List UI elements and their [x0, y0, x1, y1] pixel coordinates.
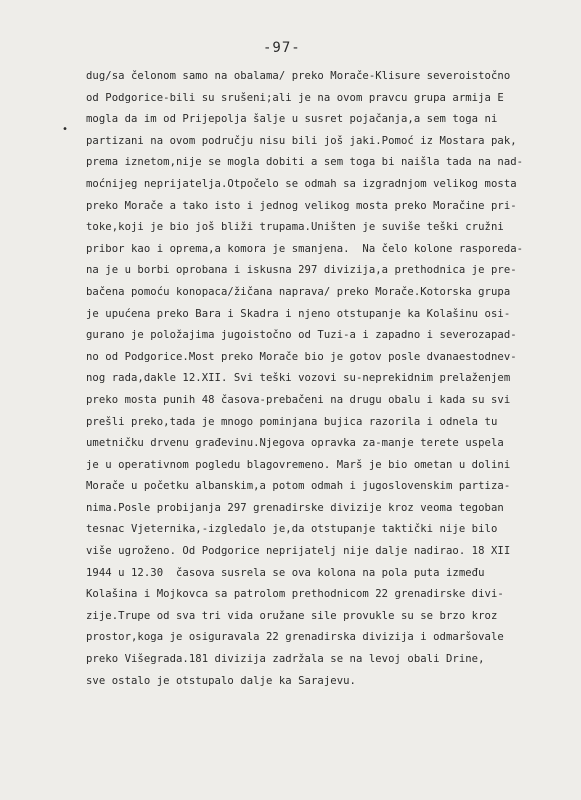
text-line: mogla da im od Prijepolja šalje u susret pojačanja,a sem toga ni [86, 113, 498, 126]
text-line: partizani na ovom području nisu bili još jaki.Pomoć iz Mostara pak, [86, 134, 517, 147]
text-line: je u operativnom pogledu blagovremeno. Marš je bio ometan u dolini [86, 458, 511, 471]
text-line: prostor,koga je osiguravala 22 grenadirska divizija i odmaršovale [86, 631, 504, 644]
text-line: više ugroženo. Od Podgorice neprijatelj nije dalje nadirao. 18 XII [86, 545, 511, 558]
text-line: preko mosta punih 48 časova-prebačeni na drugu obalu i kada su svi [86, 393, 511, 406]
text-line: umetničku drvenu građevinu.Njegova opravka za-manje terete uspela [86, 437, 504, 450]
text-line: nog rada,dakle 12.XII. Svi teški vozovi su-neprekidnim prelaženjem [86, 372, 511, 385]
text-line: od Podgorice-bili su srušeni;ali je na ovom pravcu grupa armija E [86, 91, 504, 104]
text-line: dug/sa čelonom samo na obalama/ preko Morače-Klisure severoistočno [86, 70, 511, 82]
text-line: prema iznetom,nije se mogla dobiti a sem toga bi naišla tada na nad- [86, 156, 524, 169]
text-line: tesnac Vjeternika,-izgledalo je,da otstupanje taktički nije bilo [86, 523, 498, 536]
text-line: pribor kao i oprema,a komora je smanjena. Na čelo kolone rasporeda- [86, 242, 524, 255]
text-line: je upućena preko Bara i Skadra i njeno otstupanje ka Kolašinu osi- [86, 307, 511, 320]
text-line: nima.Posle probijanja 297 grenadirske divizije kroz veoma tegoban [86, 501, 504, 514]
text-line: preko Morače a tako isto i jednog velikog mosta preko Moračine pri- [86, 199, 517, 212]
text-line: na je u borbi oprobana i iskusna 297 divizija,a prethodnica je pre- [86, 264, 517, 277]
text-line: preko Višegrada.181 divizija zadržala se na levoj obali Drine, [86, 653, 485, 666]
text-line: sve ostalo je otstupalo dalje ka Sarajevu. [86, 674, 356, 687]
text-line: zije.Trupe od sva tri vida oružane sile provukle su se brzo kroz [86, 609, 498, 622]
text-line: moćnijeg neprijatelja.Otpočelo se odmah sa izgradnjom velikog mosta [86, 177, 517, 190]
page-number: -97- [263, 40, 301, 56]
text-line: prešli preko,tada je mnogo pominjana bujica razorila i odnela tu [86, 415, 498, 428]
text-line: bačena pomoću konopaca/žičana naprava/ preko Morače.Kotorska grupa [86, 285, 511, 298]
text-line: 1944 u 12.30 časova susrela se ova kolona na pola puta između [86, 566, 485, 579]
text-line: toke,koji je bio još bliži trupama.Uništen je suviše teški cružni [86, 221, 504, 234]
text-line: Kolašina i Mojkovca sa patrolom prethodnicom 22 grenadirske divi- [86, 588, 504, 601]
typewritten-body-text [86, 66, 556, 692]
text-line: Morače u početku albanskim,a potom odmah i jugoslovenskim partiza- [86, 480, 511, 493]
text-line: gurano je položajima jugoistočno od Tuzi-a i zapadno i severozapad- [86, 329, 517, 342]
margin-mark: • [62, 124, 69, 135]
text-line: no od Podgorice.Most preko Morače bio je gotov posle dvanaestodnev- [86, 350, 517, 363]
